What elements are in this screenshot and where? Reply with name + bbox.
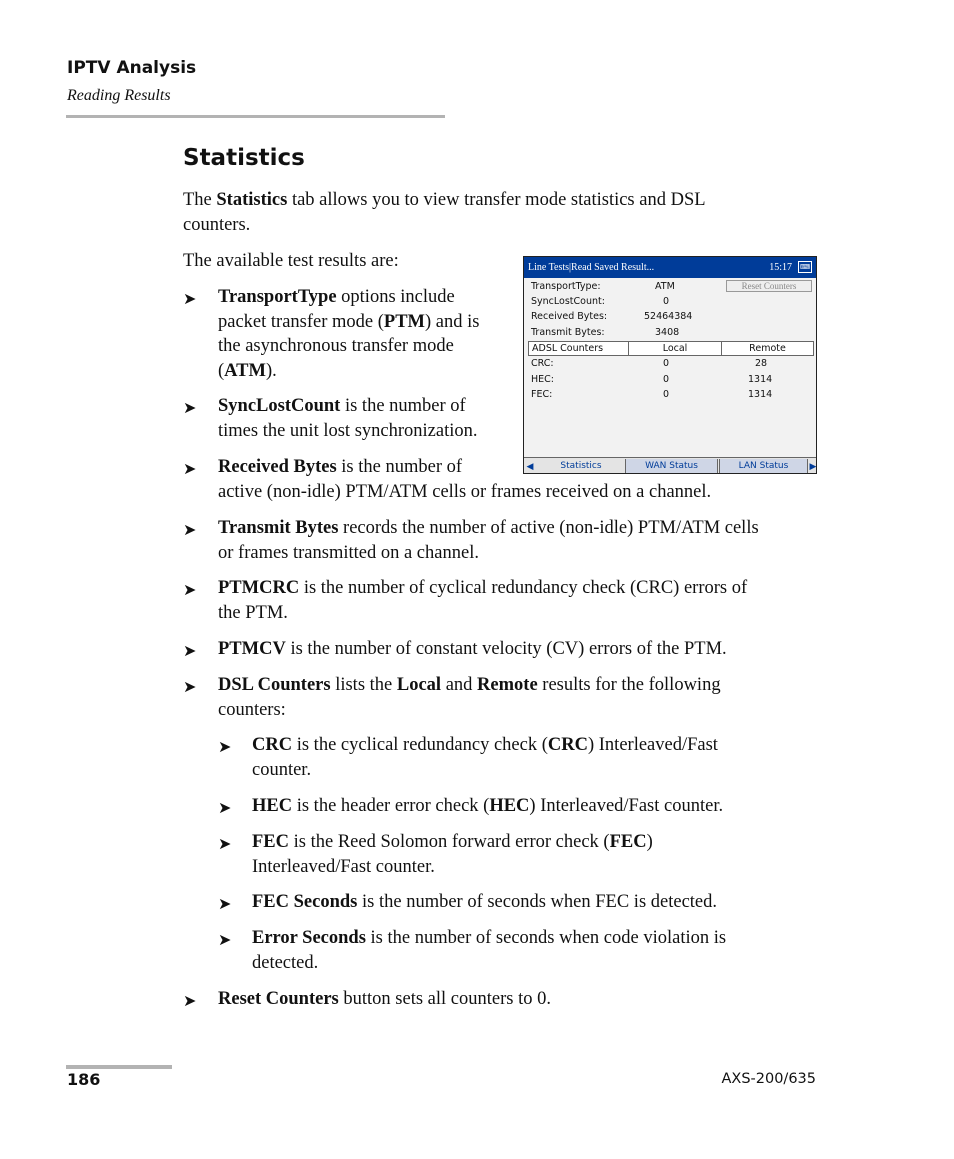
sub-bullet-crc: CRC is the cyclical redundancy check (CRC) Interleaved/Fast counter. [252,735,718,780]
dsl-row-local: 0 [663,389,670,400]
bullet-arrow-icon: ➤ [183,580,197,599]
sub-bullet-arrow-icon: ➤ [218,798,232,817]
bullet-arrow-icon: ➤ [183,289,197,308]
dsl-row-remote: 28 [755,358,768,369]
dsl-row-label: CRC: [531,358,554,369]
row-label: SyncLostCount: [531,296,605,307]
page-title: Statistics [183,145,305,171]
dsl-header-local: Local [628,341,722,356]
available-results-text: The available test results are: [183,251,399,271]
bullet-transporttype: TransportType options include packet transfer mode (PTM) and is the asynchronous transfer mode (ATM). [218,287,480,381]
dsl-header-remote: Remote [721,341,814,356]
row-value: 3408 [655,327,680,338]
sub-bullet-arrow-icon: ➤ [218,737,232,756]
row-value: ATM [655,281,675,292]
bullet-arrow-icon: ➤ [183,677,197,696]
intro-paragraph: The Statistics tab allows you to view transfer mode statistics and DSL counters. [183,190,706,235]
bullet-ptmcv: PTMCV is the number of constant velocity (CV) errors of the PTM. [218,639,727,659]
bullet-arrow-icon: ➤ [183,459,197,478]
tab-scroll-left-icon[interactable]: ◀ [526,461,534,471]
sub-bullet-arrow-icon: ➤ [218,834,232,853]
dsl-row-label: FEC: [531,389,553,400]
dsl-row-local: 0 [663,358,670,369]
bullet-synclostcount: SyncLostCount is the number of times the unit lost synchronization. [218,396,478,441]
row-value: 52464384 [644,311,693,322]
chapter-title: IPTV Analysis [67,58,197,78]
sub-bullet-hec: HEC is the header error check (HEC) Interleaved/Fast counter. [252,796,724,816]
device-tab-bar [524,457,816,473]
sub-bullet-arrow-icon: ➤ [218,894,232,913]
sub-bullet-error-seconds: Error Seconds is the number of seconds when code violation is detected. [252,928,727,973]
device-title-bar [524,257,816,278]
tab-scroll-right-icon[interactable]: ▶ [809,461,817,471]
section-subtitle: Reading Results [67,87,171,104]
dsl-row-label: HEC: [531,374,554,385]
dsl-header-name: ADSL Counters [528,341,629,356]
keyboard-icon[interactable]: ⌨ [799,263,811,271]
bullet-ptmcrc: PTMCRC is the number of cyclical redundancy check (CRC) errors of the PTM. [218,578,748,623]
row-label: Transmit Bytes: [531,327,605,338]
row-value: 0 [663,296,670,307]
bullet-dsl-counters: DSL Counters lists the Local and Remote results for the following counters: [218,675,721,720]
bullet-reset-counters: Reset Counters button sets all counters to 0. [218,989,551,1009]
row-label: Received Bytes: [531,311,608,322]
row-label: TransportType: [531,281,601,292]
tab-statistics[interactable]: Statistics [560,461,602,471]
tab-wan-status[interactable]: WAN Status [625,459,718,473]
product-model: AXS-200/635 [721,1071,816,1087]
tab-lan-status[interactable]: LAN Status [719,459,808,473]
device-title: Line Tests|Read Saved Result... [528,262,655,273]
sub-bullet-arrow-icon: ➤ [218,930,232,949]
dsl-counters-header [528,341,814,356]
footer-rule [66,1065,172,1069]
dsl-row-local: 0 [663,374,670,385]
bullet-arrow-icon: ➤ [183,398,197,417]
device-screenshot [523,256,817,474]
header-rule [66,115,445,118]
dsl-row-remote: 1314 [748,374,773,385]
reset-counters-button[interactable]: Reset Counters [726,280,812,292]
bullet-received-bytes: Received Bytes is the number of active (non-idle) PTM/ATM cells or frames received on a channel. [218,457,712,502]
sub-bullet-fec-seconds: FEC Seconds is the number of seconds when FEC is detected. [252,892,718,912]
bullet-arrow-icon: ➤ [183,520,197,539]
bullet-transmit-bytes: Transmit Bytes records the number of active (non-idle) PTM/ATM cells or frames transmitted on a channel. [218,518,759,563]
device-clock: 15:17 [769,262,792,273]
bullet-arrow-icon: ➤ [183,641,197,660]
page-number: 186 [67,1070,101,1089]
bullet-arrow-icon: ➤ [183,991,197,1010]
dsl-row-remote: 1314 [748,389,773,400]
sub-bullet-fec: FEC is the Reed Solomon forward error check (FEC) Interleaved/Fast counter. [252,832,653,877]
